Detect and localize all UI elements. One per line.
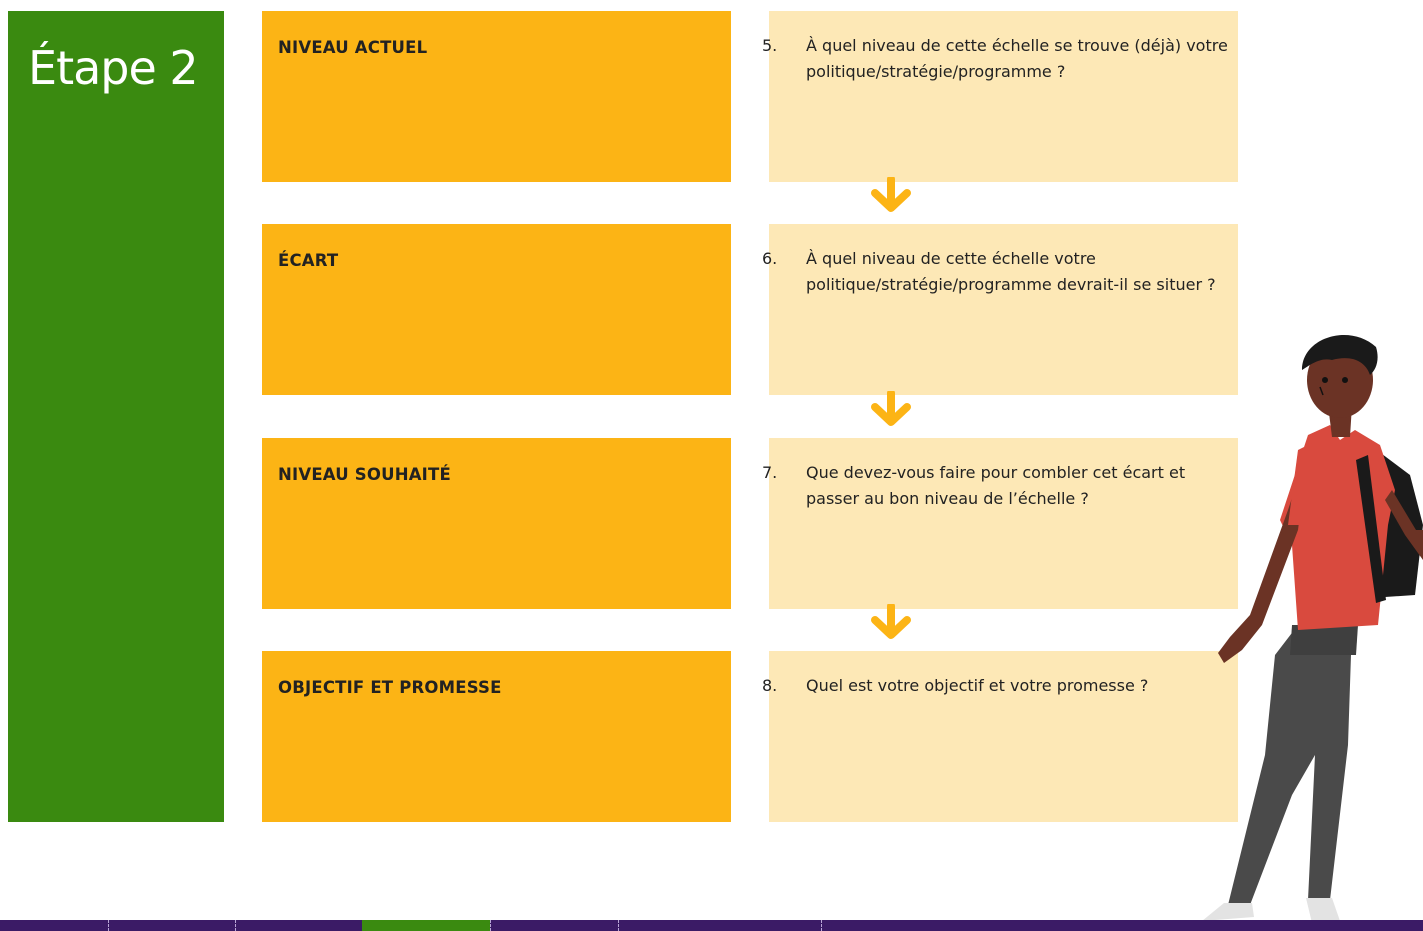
question-number: 8. [762, 676, 778, 695]
question-5 [762, 33, 1236, 85]
question-6 [762, 246, 1236, 298]
bar-divider [618, 920, 620, 931]
bar-divider [235, 920, 237, 931]
question-box-7 [762, 438, 1238, 609]
question-box-5 [762, 11, 1238, 182]
arrow-down-icon [869, 177, 913, 213]
label-niveau-souhaite: NIVEAU SOUHAITÉ [278, 465, 451, 484]
question-text: À quel niveau de cette échelle se trouve (déjà) votre politique/stratégie/programme ? [806, 36, 1228, 81]
label-box-niveau-actuel [262, 11, 731, 182]
question-number: 6. [762, 249, 778, 268]
question-text: Que devez-vous faire pour combler cet écart et passer au bon niveau de l’échelle ? [806, 463, 1186, 508]
bar-divider [821, 920, 823, 931]
step-title: Étape 2 [28, 41, 198, 95]
bar-active-step [362, 920, 490, 931]
bar-divider [108, 920, 110, 931]
bar-divider [490, 920, 492, 931]
question-7 [762, 460, 1236, 512]
student-with-backpack-illustration [1180, 325, 1423, 925]
step-panel [8, 11, 224, 822]
arrow-down-icon [869, 604, 913, 640]
label-box-ecart [262, 224, 731, 395]
arrow-down-icon [869, 391, 913, 427]
label-box-objectif-et-promesse [262, 651, 731, 822]
label-niveau-actuel: NIVEAU ACTUEL [278, 38, 428, 57]
label-objectif-et-promesse: OBJECTIF ET PROMESSE [278, 678, 502, 697]
label-ecart: ÉCART [278, 251, 339, 270]
question-8 [762, 673, 1236, 699]
question-number: 7. [762, 463, 778, 482]
question-box-6 [762, 224, 1238, 395]
question-number: 5. [762, 36, 778, 55]
label-box-niveau-souhaite [262, 438, 731, 609]
question-box-8 [762, 651, 1238, 822]
question-text: Quel est votre objectif et votre promesse ? [806, 676, 1149, 695]
bottom-progress-bar [0, 920, 1423, 931]
question-text: À quel niveau de cette échelle votre politique/stratégie/programme devrait-il se situer ? [806, 249, 1216, 294]
